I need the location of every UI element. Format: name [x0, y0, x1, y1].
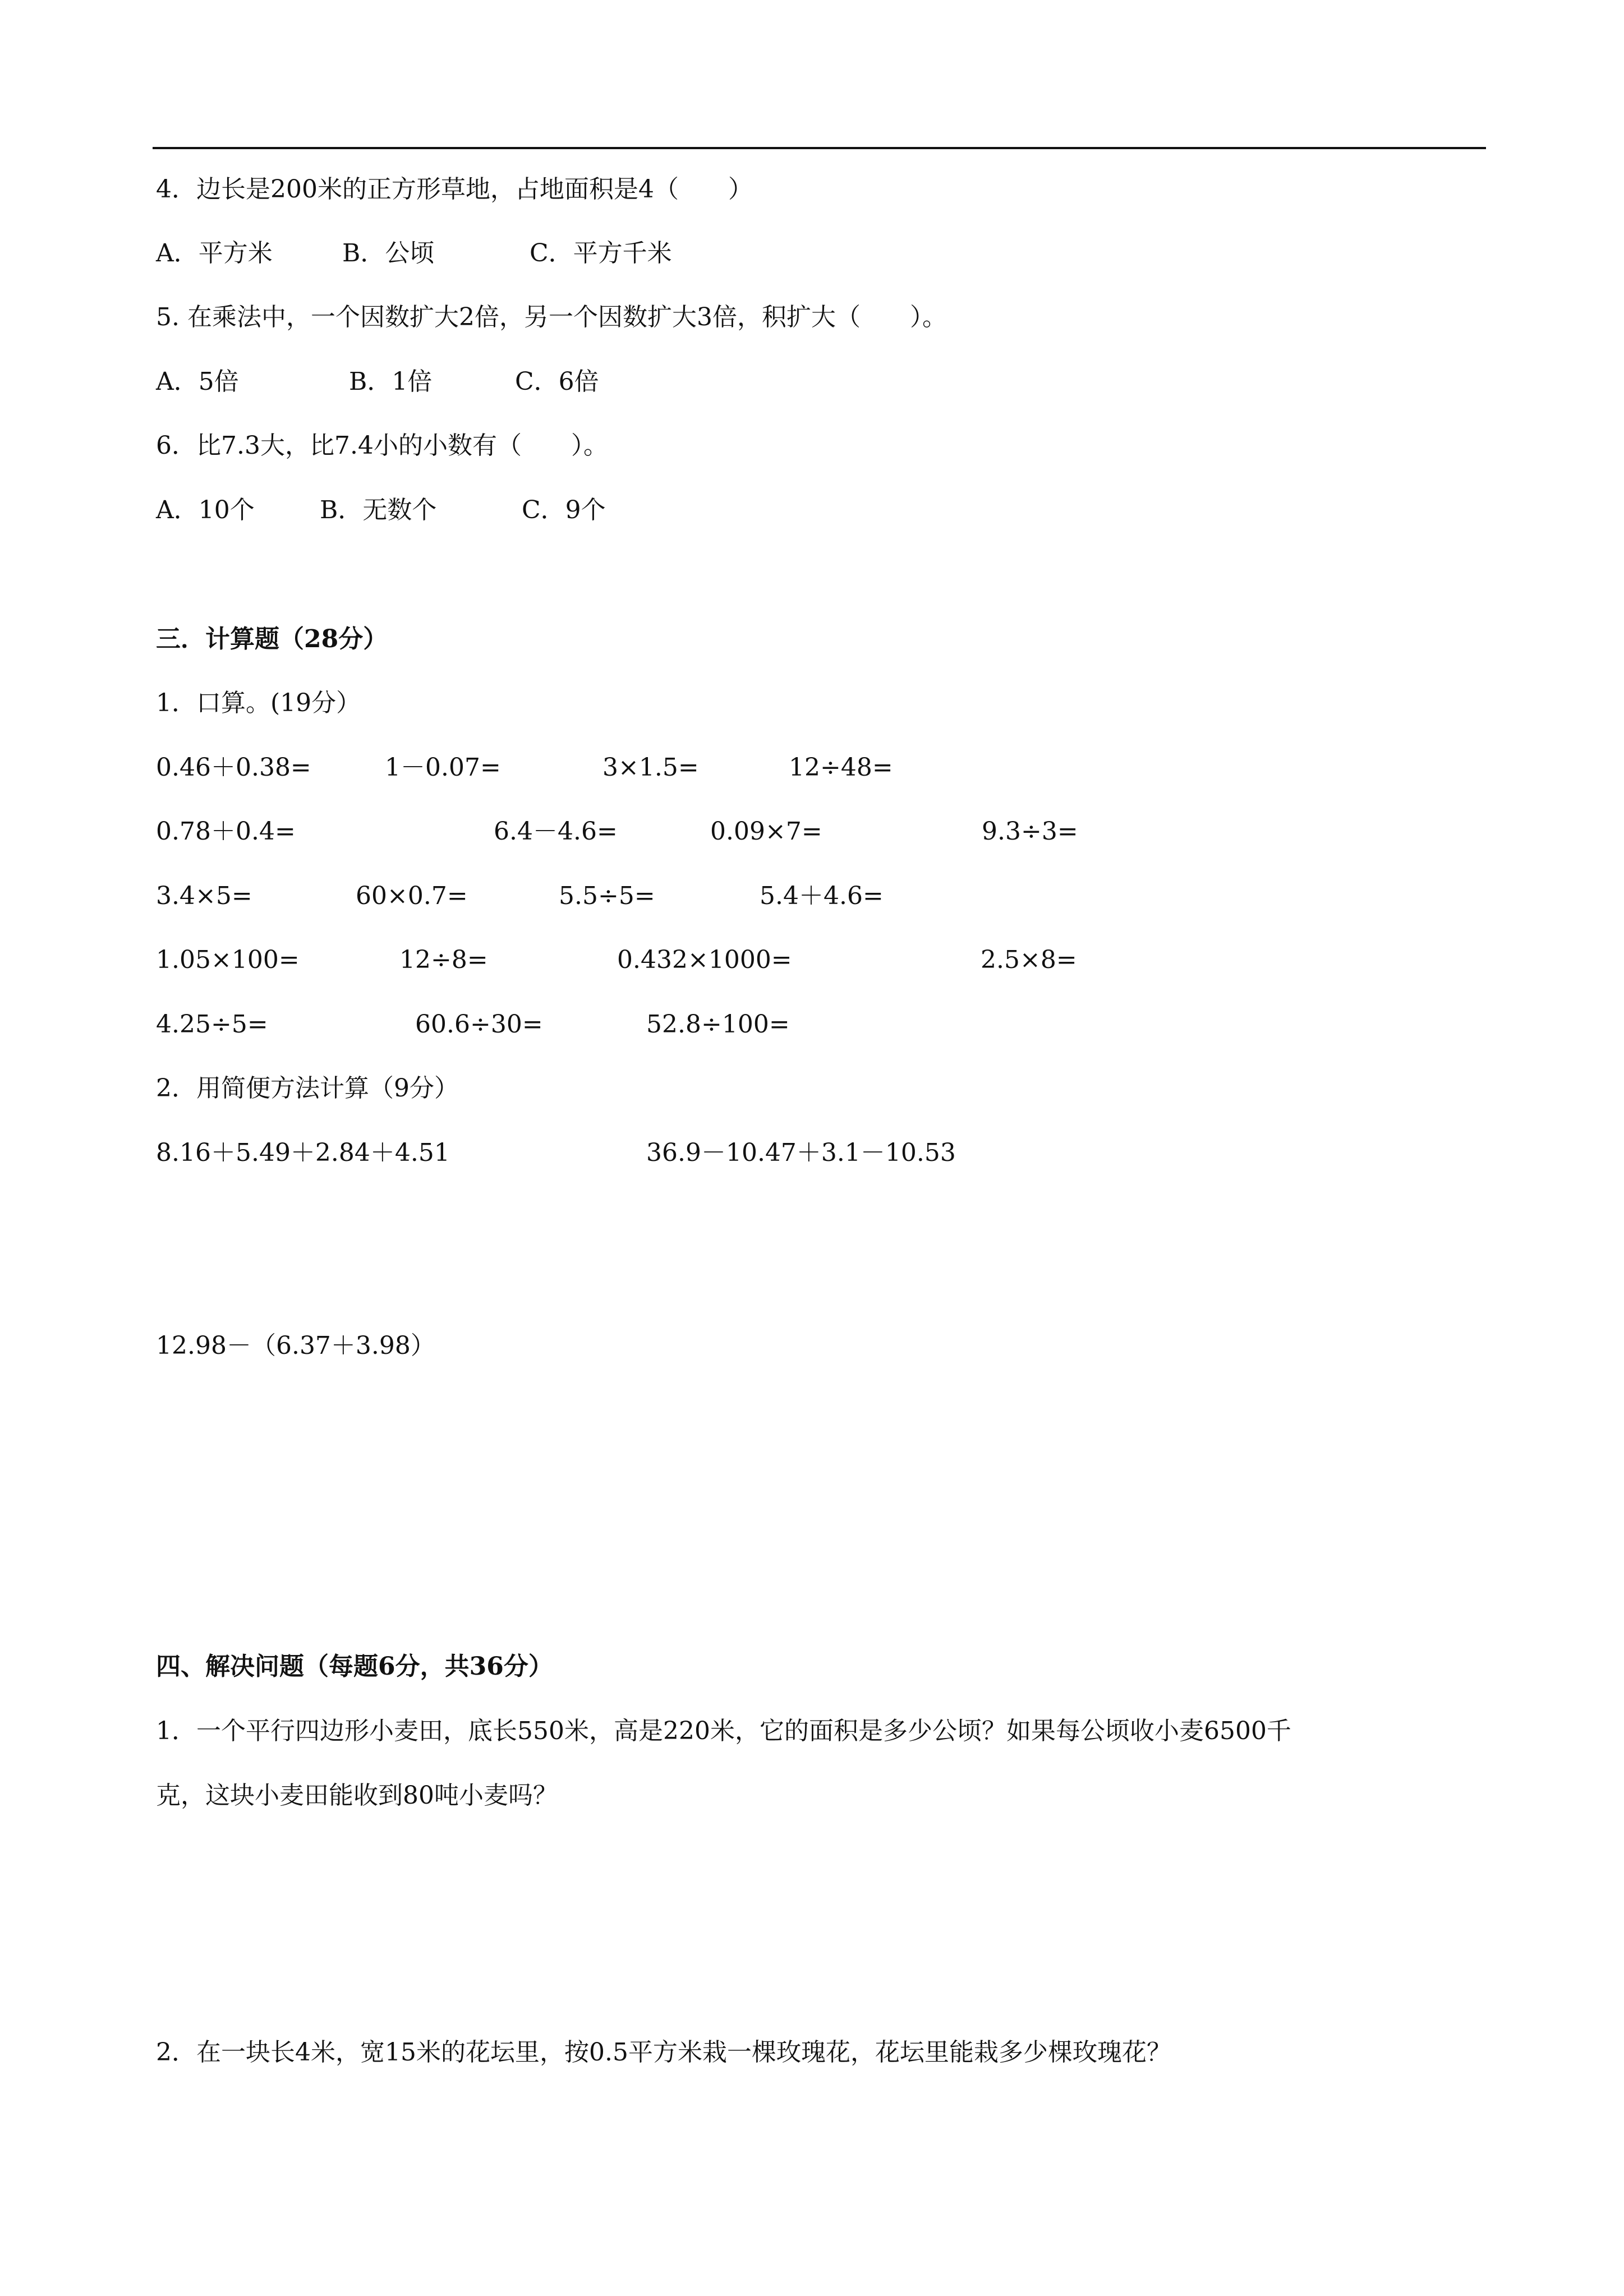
- mental-math-item: 60×0.7=: [356, 882, 468, 910]
- option-c: C．平方千米: [530, 239, 672, 268]
- problem-2: 2．在一块长4米，宽15米的花坛里，按0.5平方米栽一棵玫瑰花，花坛里能栽多少棵玫瑰花？: [156, 2038, 1171, 2067]
- mental-math-item: 4.25÷5=: [156, 1010, 268, 1039]
- mental-math-item: 12÷48=: [789, 753, 893, 782]
- option-a: A．10个: [156, 496, 255, 524]
- question-5: 5. 在乘法中，一个因数扩大2倍，另一个因数扩大3倍，积扩大（ ）。: [156, 303, 947, 331]
- mental-math-item: 5.5÷5=: [559, 882, 655, 910]
- mental-math-item: 1－0.07=: [385, 753, 501, 782]
- question-4: 4．边长是200米的正方形草地，占地面积是4（ ）: [156, 175, 753, 204]
- mental-math-item: 9.3÷3=: [982, 817, 1078, 846]
- section-4-title: 四、解决问题（每题6分，共36分）: [156, 1652, 553, 1681]
- question-6: 6．比7.3大，比7.4小的小数有（ ）。: [156, 431, 608, 460]
- mental-math-item: 2.5×8=: [981, 946, 1077, 974]
- mental-math-item: 52.8÷100=: [646, 1010, 790, 1039]
- mental-math-item: 0.78＋0.4=: [156, 817, 296, 846]
- option-b: B．1倍: [349, 367, 433, 396]
- simplified-calc-expr: 8.16＋5.49＋2.84＋4.51: [156, 1138, 450, 1167]
- mental-math-item: 3×1.5=: [602, 753, 699, 782]
- simplified-calc-expr: 36.9－10.47＋3.1－10.53: [646, 1138, 956, 1167]
- mental-math-item: 6.4－4.6=: [494, 817, 618, 846]
- mental-math-item: 12÷8=: [399, 946, 488, 974]
- mental-math-item: 0.432×1000=: [617, 946, 792, 974]
- option-b: B．无数个: [320, 496, 437, 524]
- option-b: B．公顷: [342, 239, 435, 268]
- problem-1-line-1: 1．一个平行四边形小麦田，底长550米，高是220米，它的面积是多少公顷？如果每公顷收小麦6500千: [156, 1717, 1291, 1745]
- mental-math-item: 0.46＋0.38=: [156, 753, 311, 782]
- mental-math-item: 0.09×7=: [710, 817, 822, 846]
- section-3-title: 三．计算题（28分）: [156, 625, 388, 653]
- problem-1-line-2: 克，这块小麦田能收到80吨小麦吗？: [156, 1781, 558, 1810]
- simplified-calc-expr: 12.98－（6.37＋3.98）: [156, 1331, 435, 1360]
- option-a: A．5倍: [156, 367, 239, 396]
- header-rule: [153, 147, 1486, 149]
- option-c: C．9个: [522, 496, 606, 524]
- option-c: C．6倍: [515, 367, 599, 396]
- simplified-calc-title: 2．用简便方法计算（9分）: [156, 1074, 459, 1103]
- option-a: A．平方米: [156, 239, 273, 268]
- mental-math-item: 1.05×100=: [156, 946, 300, 974]
- mental-math-item: 5.4＋4.6=: [760, 882, 884, 910]
- mental-math-item: 3.4×5=: [156, 882, 252, 910]
- mental-math-item: 60.6÷30=: [415, 1010, 543, 1039]
- mental-math-title: 1．口算。(19分）: [156, 689, 361, 717]
